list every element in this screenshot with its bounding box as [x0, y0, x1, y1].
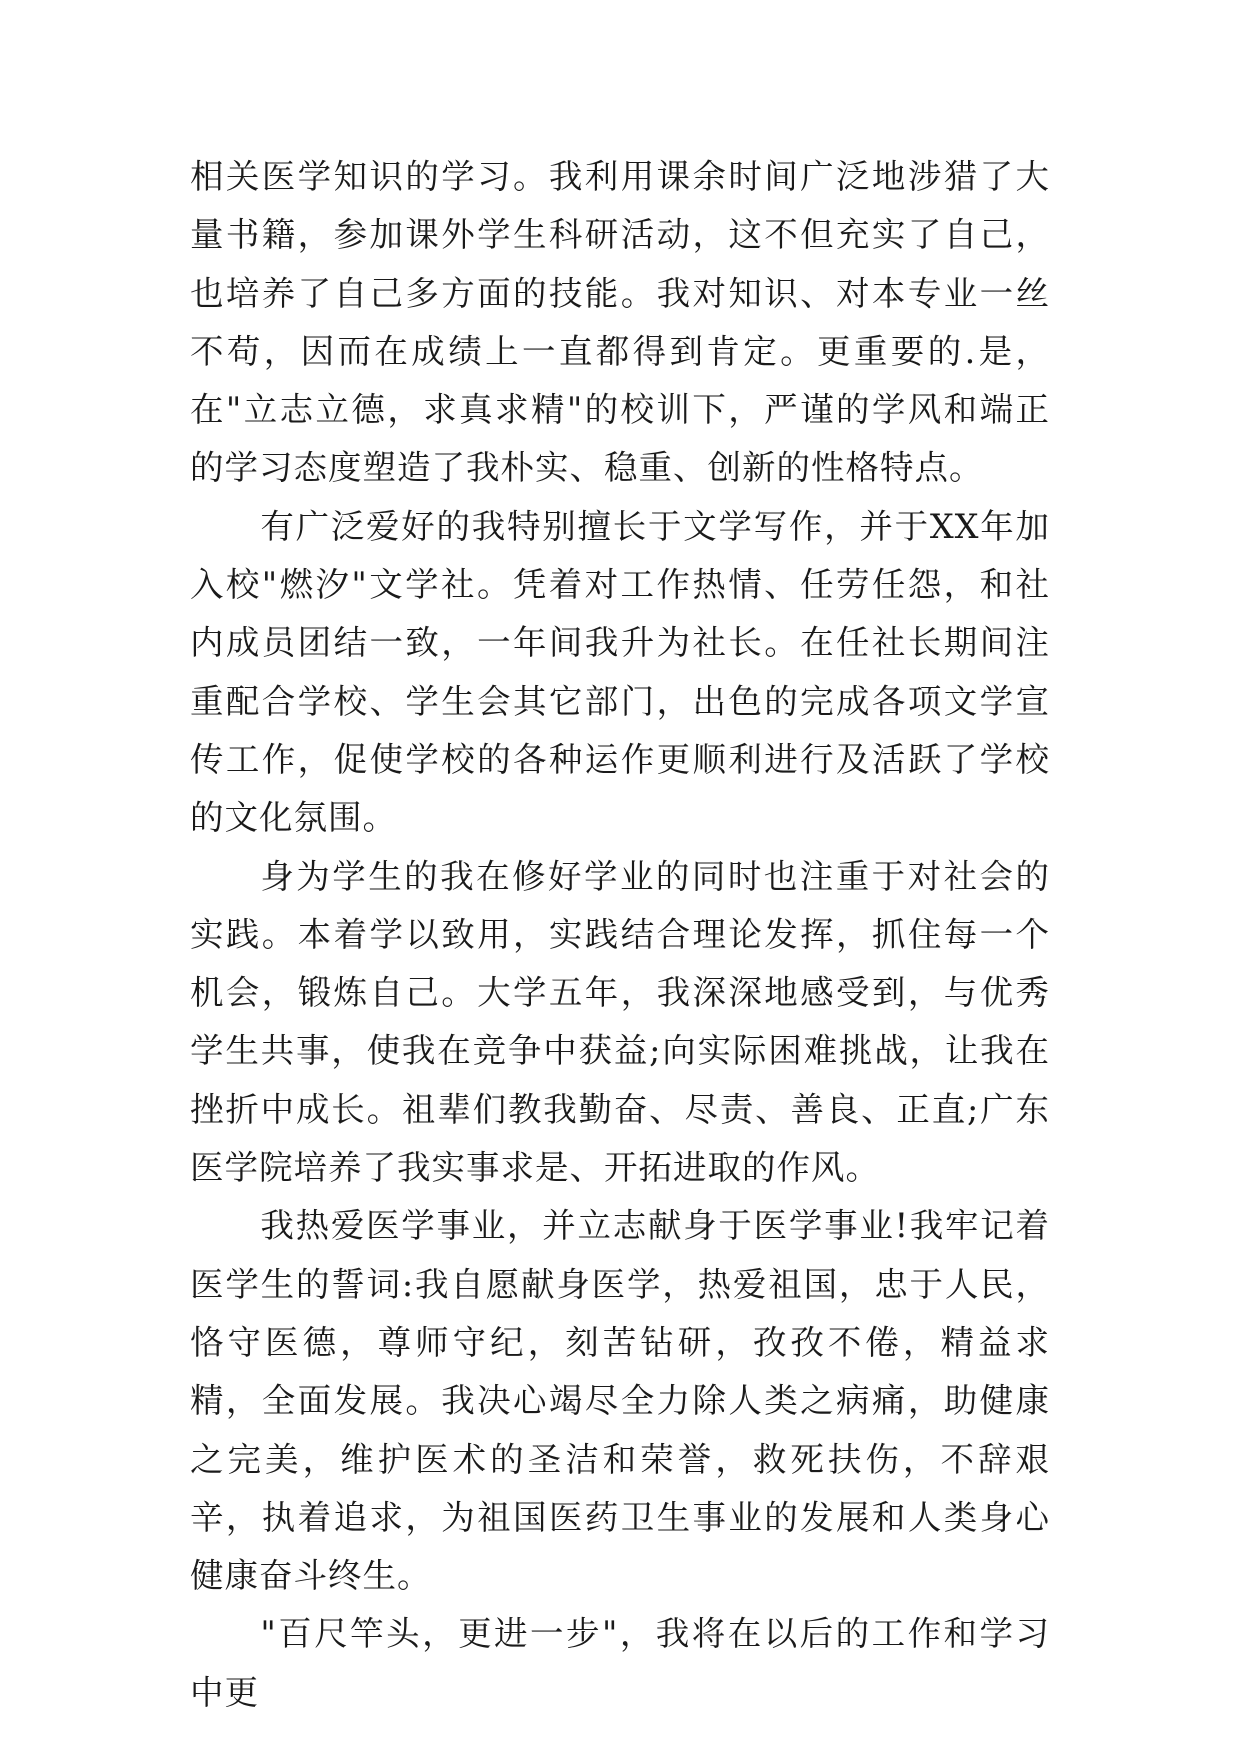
paragraph-literary-society: 有广泛爱好的我特别擅长于文学写作，并于XX年加入校"燃汐"文学社。凭着对工作热情、任劳任怨，和社内成员团结一致，一年间我升为社长。在任社长期间注重配合学校、学生会其它部门，出色的完成各项文学宣传工作，促使学校的各种运作更顺利进行及活跃了学校的文化氛围。	[190, 506, 1050, 838]
paragraph-medical-oath: 我热爱医学事业，并立志献身于医学事业!我牢记着医学生的誓词:我自愿献身医学，热爱祖国，忠于人民，恪守医德，尊师守纪，刻苦钻研，孜孜不倦，精益求精，全面发展。我决心竭尽全力除人类之病痛，助健康之完美，维护医术的圣洁和荣誉，救死扶伤，不辞艰辛，执着追求，为祖国医药卫生事业的发展和人类身心健康奋斗终生。	[190, 1206, 1050, 1596]
paragraph-study-continuation: 相关医学知识的学习。我利用课余时间广泛地涉猎了大量书籍，参加课外学生科研活动，这不但充实了自己，也培养了自己多方面的技能。我对知识、对本专业一丝不苟，因而在成绩上一直都得到肯定。更重要的.是，在"立志立德，求真求精"的校训下，严谨的学风和端正的学习态度塑造了我朴实、稳重、创新的性格特点。	[190, 157, 1050, 488]
paragraph-closing: "百尺竿头，更进一步"，我将在以后的工作和学习中更	[190, 1614, 1050, 1712]
paragraph-social-practice: 身为学生的我在修好学业的同时也注重于对社会的实践。本着学以致用，实践结合理论发挥，抓住每一个机会，锻炼自己。大学五年，我深深地感受到，与优秀学生共事，使我在竞争中获益;向实际困难挑战，让我在挫折中成长。祖辈们教我勤奋、尽责、善良、正直;广东医学院培养了我实事求是、开拓进取的作风。	[190, 856, 1050, 1188]
document-body	[190, 148, 1050, 1722]
